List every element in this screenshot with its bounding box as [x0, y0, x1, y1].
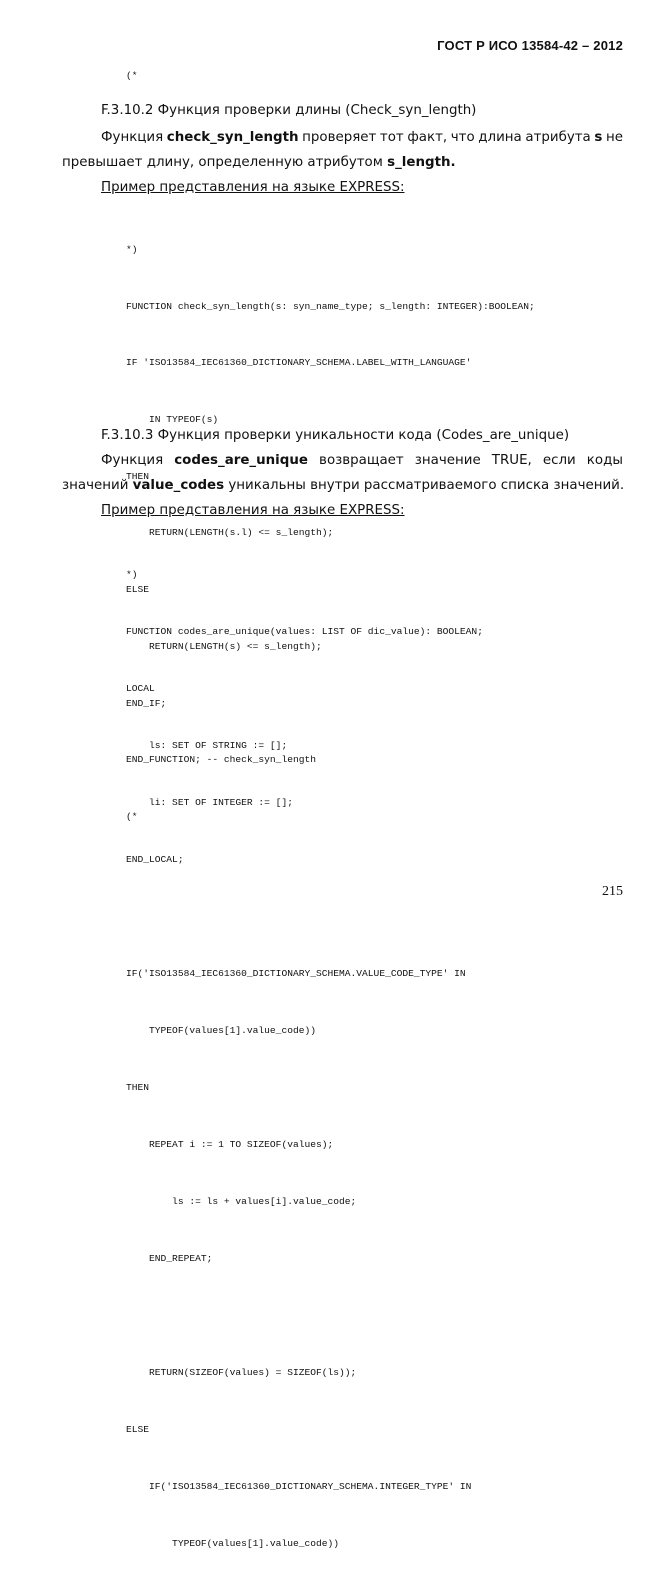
word: если: [542, 453, 576, 468]
word: тот: [379, 130, 404, 145]
word: длина: [478, 130, 522, 145]
code-line: ELSE: [126, 1424, 150, 1435]
word: возвращает: [319, 453, 404, 468]
word: атрибута: [525, 130, 591, 145]
code-line: END_FUNCTION; -- check_syn_length: [126, 754, 316, 766]
word: что: [450, 130, 475, 145]
code-line: RETURN(SIZEOF(values) = SIZEOF(ls));: [126, 1367, 357, 1378]
code-line: (*: [126, 811, 138, 822]
word: TRUE,: [491, 453, 532, 468]
code-line: REPEAT i := 1 TO SIZEOF(values);: [126, 1139, 334, 1150]
code-line: END_IF;: [126, 697, 167, 709]
word: Функция: [101, 453, 164, 468]
code-line: RETURN(LENGTH(s) <= s_length);: [126, 640, 322, 652]
example-label: Пример представления на языке EXPRESS:: [101, 503, 405, 518]
code-line: THEN: [126, 1082, 150, 1093]
code-line: li: SET OF INTEGER := [];: [126, 797, 293, 808]
paragraph-line: [62, 477, 624, 495]
code-line: IF('ISO13584_IEC61360_DICTIONARY_SCHEMA.VALUE_CODE_TYPE' IN: [126, 968, 466, 979]
code-line: *): [126, 569, 138, 580]
code-line: ELSE: [126, 584, 150, 596]
code-line: [126, 1306, 483, 1325]
code-line: THEN: [126, 470, 150, 482]
paragraph-line: [101, 452, 623, 470]
code-line: TYPEOF(values[1].value_code)): [126, 1538, 340, 1549]
code-line: IF 'ISO13584_IEC61360_DICTIONARY_SCHEMA.LABEL_WITH_LANGUAGE': [126, 357, 472, 369]
text-run: значений: [62, 478, 133, 493]
word: не: [605, 130, 623, 145]
text-run: превышает длину, определенную атрибутом: [62, 155, 388, 170]
document-header: ГОСТ Р ИСО 13584-42 – 2012: [437, 38, 623, 53]
attribute-name: s: [594, 130, 603, 145]
section-heading: F.3.10.3 Функция проверки уникальности кода (Codes_are_unique): [101, 428, 570, 443]
word: факт,: [407, 130, 448, 145]
word: коды: [586, 453, 623, 468]
code-line: TYPEOF(values[1].value_code)): [126, 1025, 316, 1036]
code-line: IN TYPEOF(s): [126, 413, 219, 425]
code-line: ls: SET OF STRING := [];: [126, 740, 288, 751]
word: значение: [414, 453, 481, 468]
paragraph-line: [62, 154, 456, 172]
code-line: (*: [126, 70, 138, 81]
page-number: 215: [602, 884, 623, 899]
attribute-name: s_length.: [387, 155, 456, 170]
word: Функция: [101, 130, 164, 145]
text-run: уникальны внутри рассматриваемого списка значений.: [224, 478, 625, 493]
paragraph-line: [101, 129, 623, 147]
code-line: RETURN(LENGTH(s.l) <= s_length);: [126, 527, 334, 539]
code-line: END_LOCAL;: [126, 854, 184, 865]
code-line: *): [126, 243, 138, 255]
function-name: codes_are_unique: [174, 453, 308, 468]
code-line: [126, 907, 483, 926]
word: проверяет: [302, 130, 377, 145]
code-line: FUNCTION codes_are_unique(values: LIST OF dic_value): BOOLEAN;: [126, 626, 483, 637]
code-line: FUNCTION check_syn_length(s: syn_name_type; s_length: INTEGER):BOOLEAN;: [126, 300, 535, 312]
code-line: ls := ls + values[i].value_code;: [126, 1196, 357, 1207]
attribute-name: value_codes: [132, 478, 225, 493]
code-block: [126, 527, 483, 1591]
code-line: END_REPEAT;: [126, 1253, 213, 1264]
code-line: IF('ISO13584_IEC61360_DICTIONARY_SCHEMA.INTEGER_TYPE' IN: [126, 1481, 472, 1492]
example-label: Пример представления на языке EXPRESS:: [101, 180, 405, 195]
section-heading: F.3.10.2 Функция проверки длины (Check_syn_length): [101, 103, 477, 118]
function-name: check_syn_length: [166, 130, 299, 145]
code-line: LOCAL: [126, 683, 155, 694]
